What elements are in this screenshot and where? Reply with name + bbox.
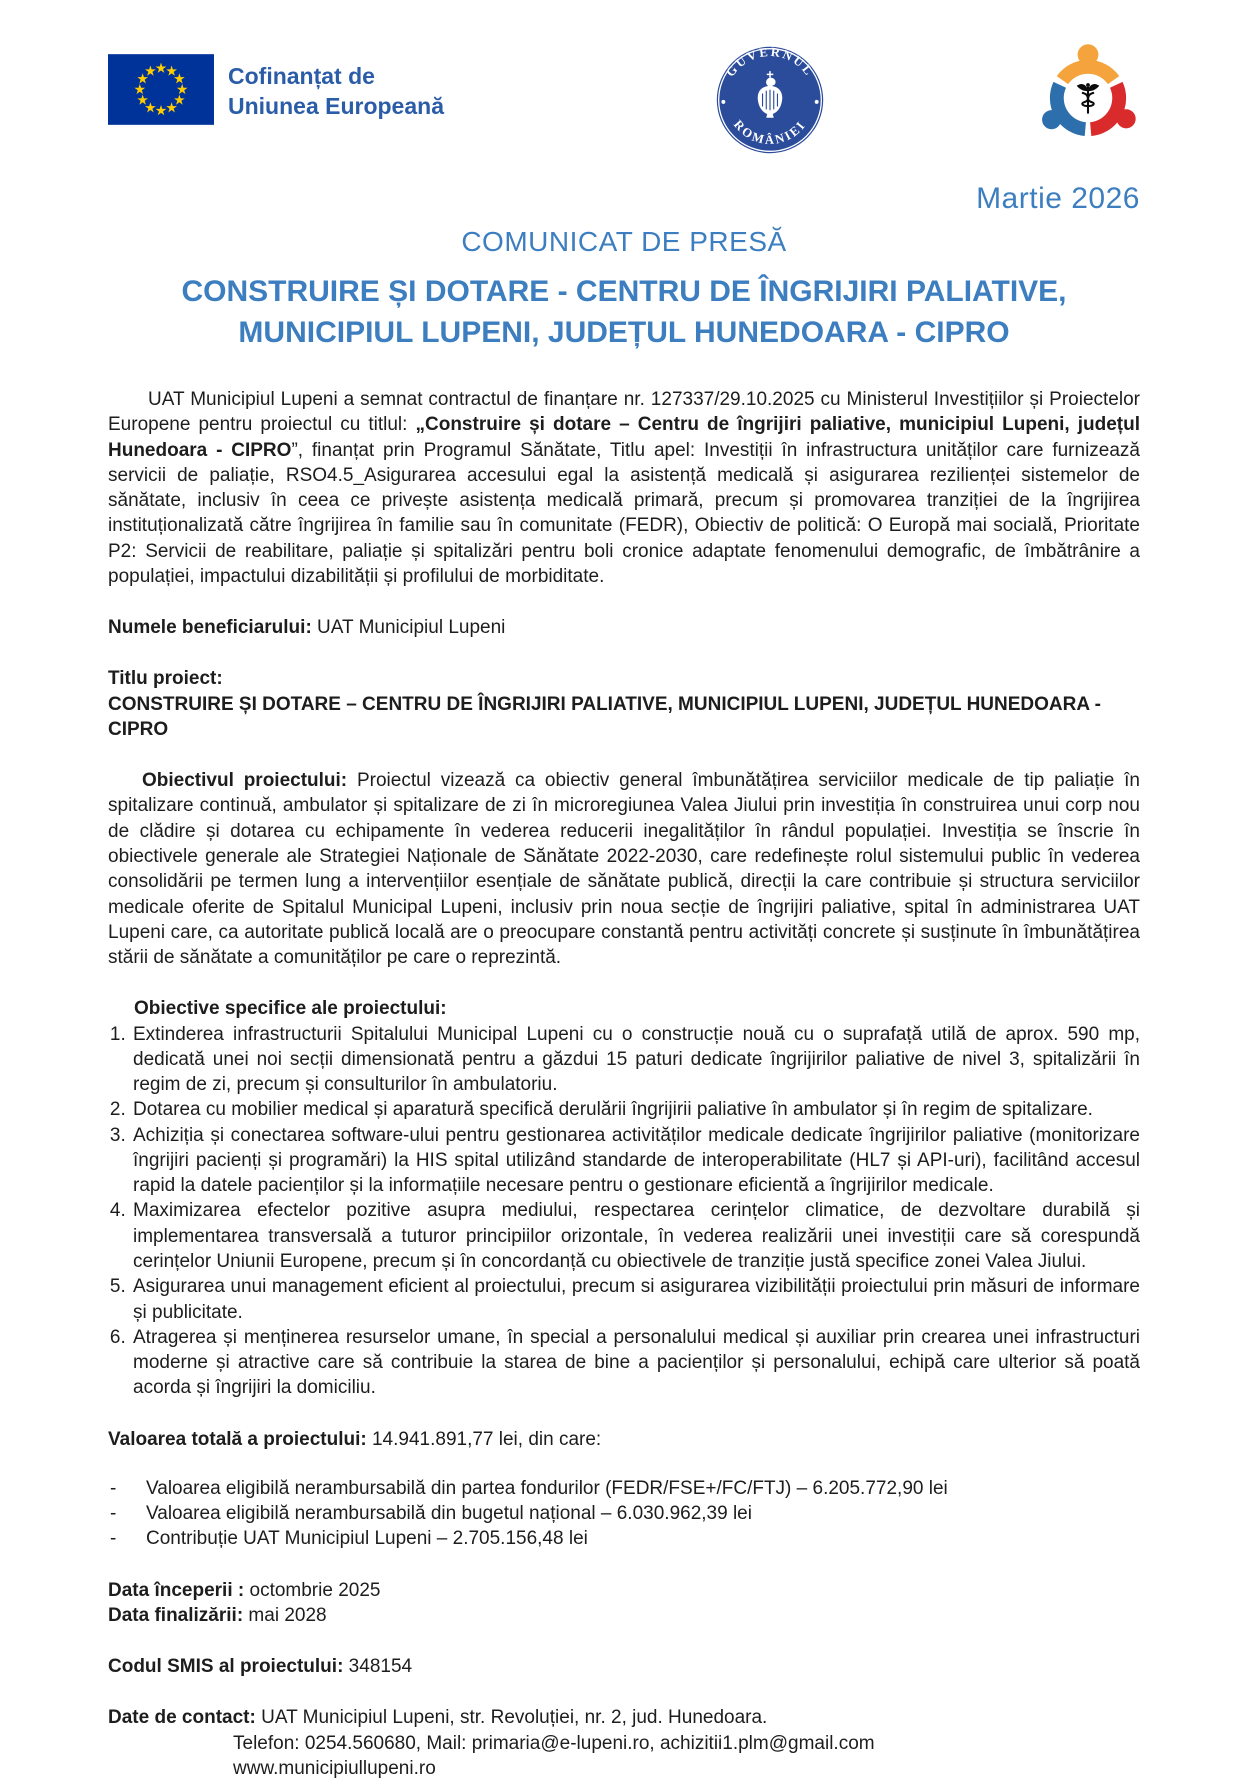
objective-item: 1. Extinderea infrastructurii Spitalului Municipal Lupeni cu o construcție nouă cu o suprafață utilă de aprox. 590 mp, dedicată unei noi secții dimensionată pentru a găzdui 15 paturi dedicate îngrijirilor paliative de nivel 3, spitalizării în regim de zi, precum și consulturilor în ambulatoriu.: [131, 1022, 1140, 1098]
project-title-label: Titlu proiect:: [108, 668, 223, 690]
eu-cofunding-label: [228, 62, 444, 122]
intro-project-title-bold: „Construire și dotare – Centru de îngrijiri paliative, municipiul Lupeni, județul Hunedoara - CIPRO: [108, 414, 1140, 461]
contact-address: UAT Municipiul Lupeni, str. Revoluției, nr. 2, jud. Hunedoara.: [255, 1707, 768, 1729]
objective-item: 6. Atragerea și menținerea resurselor umane, în special a personalului medical și auxiliar prin crearea unei infrastructuri moderne și atractive care să contribuie la starea de bine a pacienților și personalului, echipă care ulterior să poată acorda și îngrijiri la domiciliu.: [131, 1325, 1140, 1401]
intro-continuation: ”, finanțat prin Programul Sănătate, Titlu apel: Investiții în infrastructura unităților care furnizează servicii de paliație, RSO4.5_Asigurarea accesului egal la asistență medicală și asigurarea rezilienței sistemelor de sănătate, inclusiv în ceea ce privește asistența medicală primară, precum și promovarea tranziției de la îngrijirea instituționalizată către îngrijirea în familie sau în comunitate (FEDR), Obiectiv de politică: O Europă mai socială, Prioritate P2: Servicii de reabilitare, paliație și spitalizări pentru boli cronice adaptate fenomenului demografic, de îmbătrânire a populației, impactului dizabilității și profilului de morbiditate.: [108, 439, 1140, 587]
title-line-2: MUNICIPIUL LUPENI, JUDEȚUL HUNEDOARA - CIPRO: [238, 315, 1010, 349]
press-release-heading: COMUNICAT DE PRESĂ: [461, 226, 787, 257]
end-date-line: [108, 1605, 327, 1626]
contact-block: [108, 1705, 1140, 1781]
specific-objectives-heading: Obiective specifice ale proiectului:: [134, 998, 447, 1020]
start-date-value: octombrie 2025: [244, 1579, 381, 1601]
intro-paragraph: [108, 387, 1140, 589]
end-date-label: Data finalizării:: [108, 1604, 244, 1626]
smis-label: Codul SMIS al proiectului:: [108, 1656, 344, 1678]
contact-website: www.municipiullupeni.ro: [233, 1757, 436, 1779]
total-value-label: Valoarea totală a proiectului:: [108, 1428, 367, 1450]
project-title-block: [108, 666, 1140, 742]
eu-cofunding-label-line1: Cofinanțat de: [228, 63, 375, 90]
funding-item: - Contribuție UAT Municipiul Lupeni – 2.705.156,48 lei: [108, 1526, 1140, 1551]
funding-item: - Valoarea eligibilă nerambursabilă din partea fondurilor (FEDR/FSE+/FC/FTJ) – 6.205.772,90 lei: [108, 1476, 1140, 1501]
smis-line: [108, 1654, 1140, 1679]
contact-label: Date de contact:: [108, 1707, 256, 1729]
objective-text: Proiectul vizează ca obiectiv general îmbunătățirea serviciilor medicale de tip paliație în spitalizare continuă, ambulator și spitalizare de zi în microregiunea Valea Jiului prin investiția în construirea unui corp nou de clădire și dotarea cu echipamente în vederea reducerii inegalităților în rândul populației. Investiția se înscrie în obiectivele generale ale Strategiei Naționale de Sănătate 2022-2030, care redefinește rolul sistemului public în vederea consolidării pe termen lung a intervențiilor esențiale de sănătate publică, direcții la care contribuie și structura serviciilor medicale oferite de Spitalul Municipal Lupeni, inclusiv prin noua secție de îngrijiri paliative, spital în administrarea UAT Lupeni care, ca autoritate publică locală are o preocupare constantă pentru activități concrete și susținute în îmbunătățirea stării de sănătate a comunităților pe care o reprezintă.: [108, 770, 1140, 969]
contact-line-2: Telefon: 0254.560680, Mail: primaria@e-lupeni.ro, achizitii1.plm@gmail.com: [233, 1732, 875, 1754]
svg-text:GUVERNUL: GUVERNUL: [723, 44, 817, 80]
objective-paragraph: [108, 768, 1140, 970]
eu-cofunding-label-line2: Uniunea Europeană: [228, 93, 444, 119]
start-date-line: [108, 1580, 380, 1601]
project-title-heading: [108, 272, 1140, 353]
title-line-1: CONSTRUIRE ȘI DOTARE - CENTRU DE ÎNGRIJIRI PALIATIVE,: [181, 275, 1067, 308]
objective-item: 2. Dotarea cu mobilier medical și aparatură specifică derulării îngrijirii paliative în ambulator și în regim de spitalizare.: [131, 1097, 1140, 1122]
beneficiary-line: [108, 615, 1140, 640]
smis-value: 348154: [343, 1656, 413, 1678]
dates-block: [108, 1578, 1140, 1629]
eu-cofunding-logo: [108, 54, 444, 130]
svg-text:ROMÂNIEI: ROMÂNIEI: [730, 117, 809, 148]
health-program-icon: [1036, 46, 1140, 155]
eu-flag-icon: [108, 54, 214, 130]
total-value-amount: 14.941.891,77 lei, din care:: [366, 1428, 602, 1450]
start-date-label: Data începerii :: [108, 1579, 245, 1601]
project-title-value: CONSTRUIRE ȘI DOTARE – CENTRU DE ÎNGRIJIRI PALIATIVE, MUNICIPIUL LUPENI, JUDEȚUL HUNEDOARA - CIPRO: [108, 693, 1101, 740]
intro-lead: UAT Municipiul Lupeni a semnat contractul de finanțare nr. 127337/29.10.2025 cu Ministerul Investițiilor și Proiectelor Europene pentru proiectul cu titlul:: [108, 389, 1140, 436]
objectives-list: [108, 1022, 1140, 1401]
objective-item: 5. Asigurarea unui management eficient al proiectului, precum si asigurarea vizibilității proiectului prin măsuri de informare și publicitate.: [131, 1274, 1140, 1325]
beneficiary-label: Numele beneficiarului:: [108, 617, 312, 639]
objective-item: 4. Maximizarea efectelor pozitive asupra mediului, respectarea cerințelor climatice, de dezvoltare durabilă și implementarea transversală a tuturor principiilor orizontale, în vederea realizării unei investiții care să corespundă cerințelor Uniunii Europene, precum și în concordanță cu obiectivele de tranziție justă specifice zonei Valea Jiului.: [131, 1198, 1140, 1274]
funding-item: - Valoarea eligibilă nerambursabilă din bugetul național – 6.030.962,39 lei: [108, 1501, 1140, 1526]
header-logos: [108, 44, 1140, 168]
contact-line-1: [108, 1705, 1140, 1730]
beneficiary-value: UAT Municipiul Lupeni: [311, 617, 506, 639]
funding-breakdown-list: [108, 1476, 1140, 1552]
objective-item: 3. Achiziția și conectarea software-ului pentru gestionarea activităților medicale dedicate îngrijirilor paliative (monitorizare îngrijiri pacienți și programări) la HIS spital utilizând standarde de interoperabilitate (HL7 și API-uri), facilitând accesul rapid la datele pacienților și la informațiile necesare pentru o gestionare eficientă a îngrijirilor medicale.: [131, 1123, 1140, 1199]
objective-label: Obiectivul proiectului:: [142, 770, 348, 792]
government-seal-icon: [714, 44, 826, 161]
press-date: Martie 2026: [976, 182, 1140, 215]
total-value-line: [108, 1427, 1140, 1452]
end-date-value: mai 2028: [243, 1604, 327, 1626]
